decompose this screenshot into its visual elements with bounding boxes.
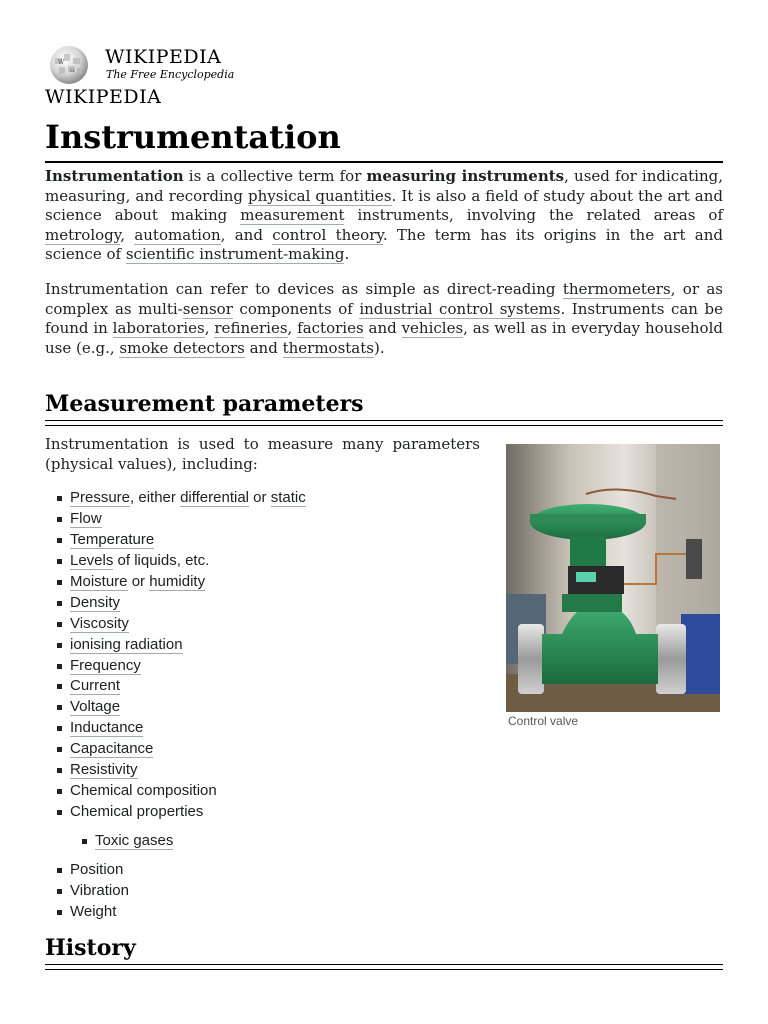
title-rule <box>45 161 723 163</box>
section-rule-top <box>45 420 723 421</box>
list-item <box>70 509 306 530</box>
link-static[interactable]: static <box>270 489 306 506</box>
svg-text:W: W <box>58 59 65 66</box>
site-name[interactable]: WIKIPEDIA <box>45 86 162 108</box>
link-humidity[interactable]: humidity <box>149 572 206 590</box>
link-laboratories[interactable]: laboratories <box>112 319 205 337</box>
link-voltage[interactable]: Voltage <box>70 698 121 716</box>
link-levels[interactable]: Levels <box>70 551 114 569</box>
list-item <box>70 530 306 551</box>
list-item <box>70 551 306 572</box>
link-measurement[interactable]: measurement <box>240 206 345 224</box>
history-rule-top <box>45 964 723 965</box>
link-density[interactable]: Density <box>70 593 121 611</box>
text: Weight <box>70 902 117 920</box>
list-item <box>70 614 306 635</box>
text: , <box>120 225 135 244</box>
text: , <box>287 319 298 337</box>
link-differential[interactable]: differential <box>180 489 249 506</box>
text: , as well as in everyday household use (e.g., <box>45 319 723 357</box>
text: , either <box>130 489 181 506</box>
text: and <box>363 319 402 337</box>
parameters-list <box>70 488 306 923</box>
intro-paragraph-2 <box>45 280 723 358</box>
wikipedia-tagline: The Free Encyclopedia <box>106 68 235 81</box>
page-title: Instrumentation <box>45 118 341 156</box>
text: . Instruments can be found in <box>45 299 723 337</box>
text: Chemical properties <box>70 803 204 821</box>
text: , or as complex as multi- <box>45 280 723 318</box>
link-factories[interactable]: factories <box>297 319 364 337</box>
section-rule-bottom <box>45 425 723 426</box>
link-toxic-gases[interactable]: Toxic gases <box>95 832 174 849</box>
text: Vibration <box>70 881 129 899</box>
sub-list-item <box>70 831 306 852</box>
text: , and <box>220 225 273 244</box>
control-valve-image[interactable] <box>506 444 720 712</box>
svg-text:Ω: Ω <box>70 68 75 74</box>
text: , <box>204 319 215 337</box>
link-resistivity[interactable]: Resistivity <box>70 761 138 779</box>
list-item <box>70 488 306 509</box>
list-item <box>70 718 306 739</box>
list-item <box>70 676 306 697</box>
link-ionising-radiation[interactable]: ionising radiation <box>70 635 183 653</box>
link-industrial-control-systems[interactable]: industrial control systems <box>359 299 561 318</box>
link-scientific-instrument-making[interactable]: scientific instrument-making <box>125 245 345 263</box>
text: ). <box>373 338 385 357</box>
text: . <box>344 245 350 263</box>
bold-term-instrumentation: Instrumentation <box>45 167 184 185</box>
bold-term-measuring-instruments: measuring instruments <box>366 167 565 185</box>
list-item <box>70 881 306 902</box>
intro-paragraph-1 <box>45 167 723 265</box>
link-metrology[interactable]: metrology <box>45 225 121 244</box>
link-sensor[interactable]: sensor <box>182 299 233 318</box>
link-physical-quantities[interactable]: physical quantities <box>248 186 392 205</box>
list-item <box>70 635 306 656</box>
link-frequency[interactable]: Frequency <box>70 656 141 674</box>
list-item <box>70 902 306 923</box>
link-pressure[interactable]: Pressure <box>70 489 131 506</box>
link-refineries[interactable]: refineries <box>214 319 288 337</box>
measurement-intro: Instrumentation is used to measure many parameters (physical values), including: <box>45 435 480 473</box>
text: of liquids, etc. <box>113 551 210 569</box>
link-flow[interactable]: Flow <box>70 509 102 527</box>
list-item <box>70 781 306 802</box>
text: , used for indicating, measuring, and recording <box>45 167 723 205</box>
list-item <box>70 860 306 881</box>
text: or <box>249 489 271 506</box>
link-thermostats[interactable]: thermostats <box>282 338 374 357</box>
text: instruments, involving the related areas of <box>344 206 723 224</box>
wikipedia-wordmark[interactable]: WIKIPEDIA <box>105 46 222 68</box>
text: . The term has its origins in the art and science of <box>45 225 723 263</box>
list-item <box>70 739 306 760</box>
list-item <box>70 572 306 593</box>
list-item <box>70 656 306 677</box>
text: Chemical composition <box>70 782 217 800</box>
figure-caption: Control valve <box>508 714 579 728</box>
text: . It is also a field of study about the art and science about making <box>45 186 723 224</box>
link-viscosity[interactable]: Viscosity <box>70 614 129 632</box>
link-vehicles[interactable]: vehicles <box>401 319 464 337</box>
text: components of <box>232 299 360 318</box>
list-item <box>70 760 306 781</box>
list-item <box>70 593 306 614</box>
link-control-theory[interactable]: control theory <box>272 225 383 244</box>
link-temperature[interactable]: Temperature <box>70 530 155 548</box>
link-inductance[interactable]: Inductance <box>70 719 144 737</box>
text: and <box>244 338 283 357</box>
text: is a collective term for <box>183 167 367 185</box>
section-heading-history: History <box>45 935 136 961</box>
link-smoke-detectors[interactable]: smoke detectors <box>119 338 245 357</box>
text: Instrumentation can refer to devices as simple as direct-reading <box>45 280 563 298</box>
link-moisture[interactable]: Moisture <box>70 572 128 590</box>
text: or <box>127 572 150 590</box>
wikipedia-globe-logo-icon[interactable] <box>45 44 95 84</box>
list-item <box>70 697 306 718</box>
text: Position <box>70 860 124 878</box>
link-automation[interactable]: automation <box>134 225 221 244</box>
section-heading-measurement-parameters: Measurement parameters <box>45 391 364 417</box>
history-rule-bottom <box>45 969 723 970</box>
link-thermometers[interactable]: thermometers <box>562 280 671 298</box>
link-current[interactable]: Current <box>70 677 121 695</box>
link-capacitance[interactable]: Capacitance <box>70 740 154 758</box>
list-item <box>70 802 306 823</box>
